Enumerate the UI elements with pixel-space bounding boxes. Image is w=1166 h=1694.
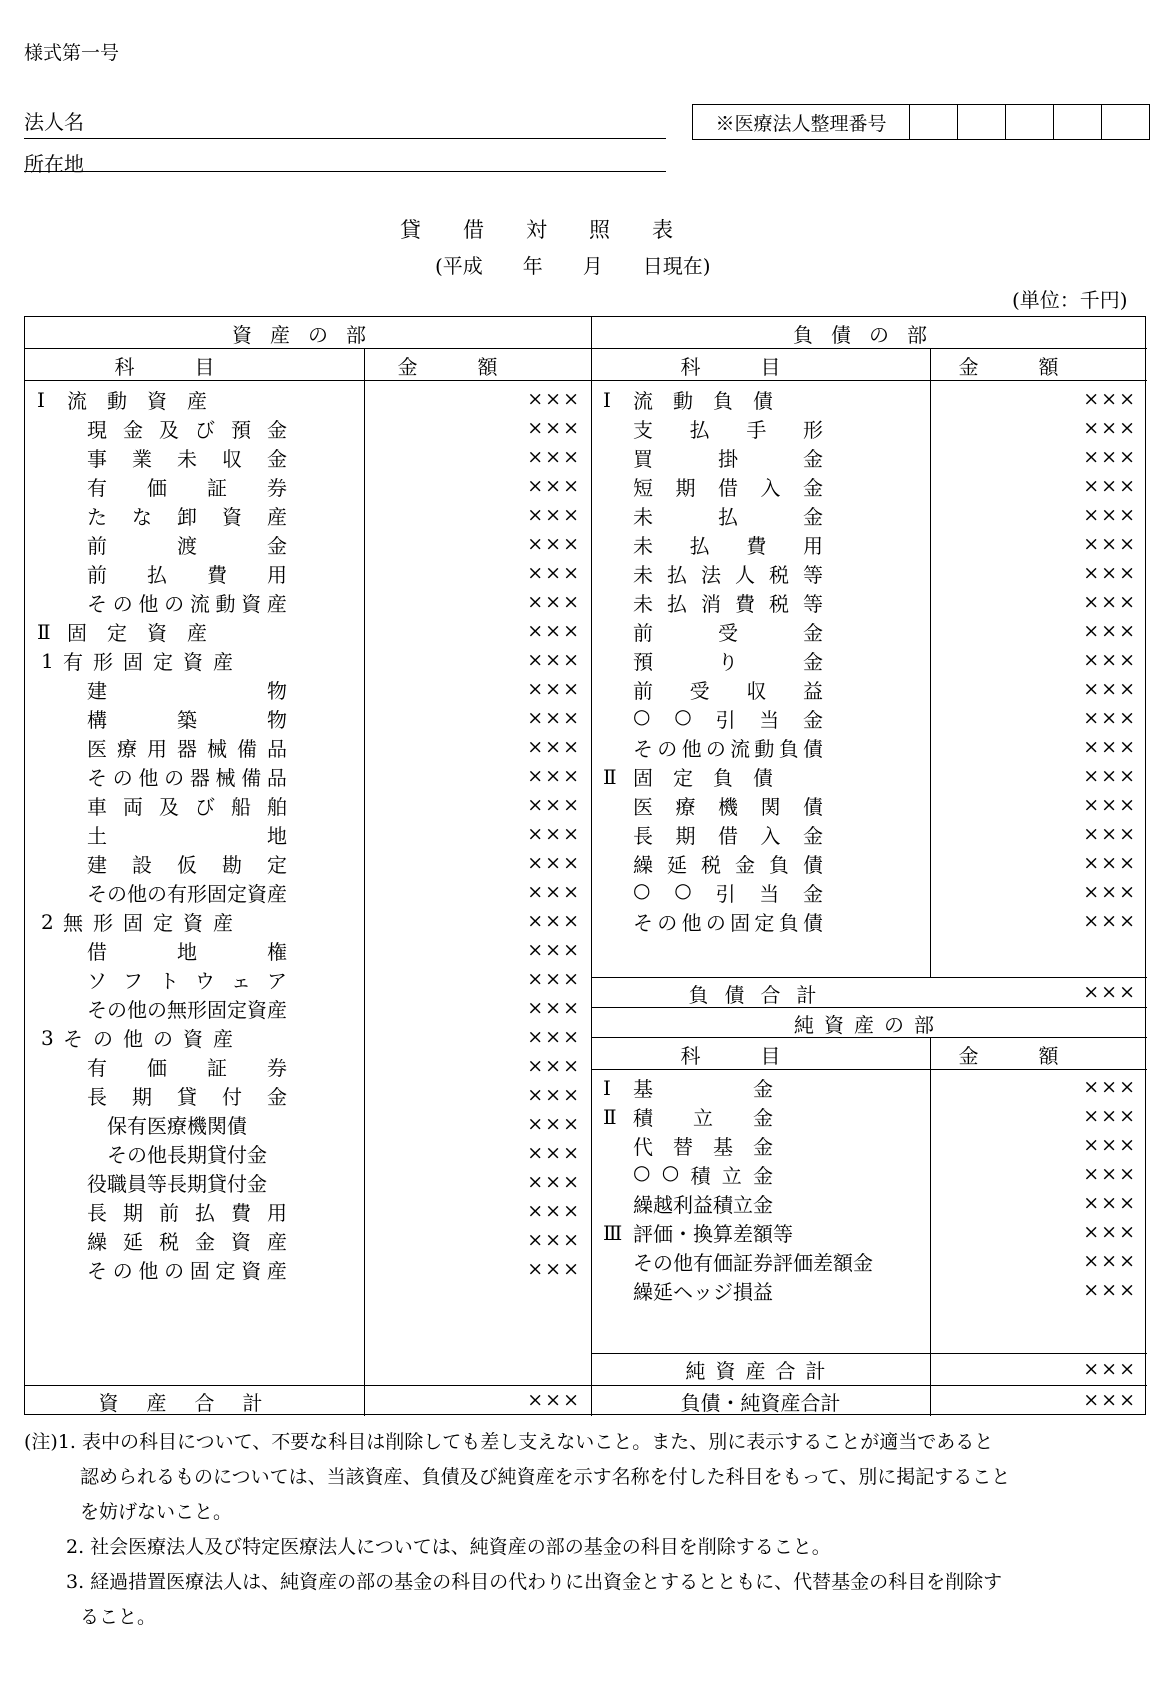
liabilities-total-value: ××× <box>1083 981 1137 1003</box>
liability-row <box>603 761 773 792</box>
asset-row-value: ××× <box>527 591 581 613</box>
asset-row-value: ××× <box>527 823 581 845</box>
net-asset-row-mark: Ⅱ <box>603 1104 617 1129</box>
note-line: ること。 <box>80 1606 157 1628</box>
asset-row-value: ××× <box>527 504 581 526</box>
asset-row <box>37 442 287 473</box>
liability-row-label: 未 払 消 費 税 等 <box>633 592 823 616</box>
net-asset-row-mark: Ⅰ <box>603 1075 611 1100</box>
asset-row-value: ××× <box>527 997 581 1019</box>
asset-row-label: 有 価 証 券 <box>87 476 287 500</box>
liability-row-value: ××× <box>1083 388 1137 410</box>
liability-row-value: ××× <box>1083 794 1137 816</box>
asset-row <box>37 384 207 415</box>
asset-row-label: 医 療 用 器 械 備 品 <box>87 737 287 761</box>
asset-row <box>37 616 207 647</box>
asset-row-label: その他の有形固定資産 <box>87 882 287 906</box>
unit-label: (単位：千円) <box>1012 288 1128 312</box>
liabilities-col-amount: 金額 <box>958 355 1119 379</box>
liability-row-value: ××× <box>1083 591 1137 613</box>
liability-row <box>603 500 823 531</box>
asset-row <box>37 964 287 995</box>
liability-row-value: ××× <box>1083 446 1137 468</box>
asset-row-value: ××× <box>527 562 581 584</box>
asset-row-value: ××× <box>527 417 581 439</box>
asset-row <box>37 1254 287 1285</box>
asset-row-label: 土 地 <box>87 824 287 848</box>
assets-total-value: ××× <box>527 1389 581 1411</box>
liability-row-label: ○ ○ 引 当 金 <box>633 878 823 906</box>
liability-row <box>603 384 773 415</box>
net-assets-section-header: 純資産の部 <box>794 1013 944 1037</box>
asset-row-value: ××× <box>527 1229 581 1251</box>
net-asset-row-value: ××× <box>1083 1250 1137 1272</box>
net-asset-row <box>603 1130 773 1161</box>
asset-row <box>37 1080 287 1111</box>
liability-row <box>603 732 823 763</box>
asset-row-label: 流 動 資 産 <box>67 389 207 413</box>
asset-row <box>37 1138 267 1169</box>
grand-total-label: 負債・純資産合計 <box>680 1391 841 1415</box>
asset-row-value: ××× <box>527 736 581 758</box>
asset-row <box>41 1022 233 1053</box>
asset-row-value: ××× <box>527 533 581 555</box>
asset-row-label: ソ フ ト ウ ェ ア <box>87 969 287 993</box>
registry-digit-cell[interactable] <box>1054 105 1102 139</box>
asset-row <box>41 645 233 676</box>
liability-row <box>603 529 823 560</box>
liability-row <box>603 848 823 879</box>
assets-col-amount: 金額 <box>397 355 558 379</box>
net-asset-row-value: ××× <box>1083 1076 1137 1098</box>
liability-row-label: 支 払 手 形 <box>633 418 823 442</box>
liability-row <box>603 616 823 647</box>
asset-row-value: ××× <box>527 765 581 787</box>
grand-total-value: ××× <box>1083 1389 1137 1411</box>
net-assets-total-label: 純資産合計 <box>685 1359 836 1383</box>
asset-row-label: そ の 他 の 流 動 資 産 <box>87 592 287 616</box>
asset-row-label: そ の 他 の 資 産 <box>63 1027 233 1051</box>
net-asset-row-value: ××× <box>1083 1192 1137 1214</box>
asset-row-label: 構 築 物 <box>87 708 287 732</box>
asset-row <box>37 1051 287 1082</box>
net-asset-row <box>603 1188 773 1219</box>
liability-row-label: 前 受 金 <box>633 621 823 645</box>
asset-row-label: 長 期 前 払 費 用 <box>87 1201 287 1225</box>
liability-row-label: 未 払 費 用 <box>633 534 823 558</box>
asset-row-label: 前 払 費 用 <box>87 563 287 587</box>
asset-row-label: 長 期 貸 付 金 <box>87 1085 287 1109</box>
asset-row-label: 無 形 固 定 資 産 <box>63 911 233 935</box>
net-assets-col-amount: 金額 <box>958 1044 1119 1068</box>
liability-row <box>603 558 823 589</box>
asset-row-value: ××× <box>527 707 581 729</box>
liability-row <box>603 790 823 821</box>
liability-row-label: 流 動 負 債 <box>633 389 773 413</box>
net-assets-total-value: ××× <box>1083 1358 1137 1380</box>
asset-row-label: 有 価 証 券 <box>87 1056 287 1080</box>
asset-row <box>37 819 287 850</box>
registry-digit-cell[interactable] <box>1102 105 1149 139</box>
asset-row-label: 建 物 <box>87 679 287 703</box>
net-asset-row-value: ××× <box>1083 1163 1137 1185</box>
asset-row-label: 事 業 未 収 金 <box>87 447 287 471</box>
address-line[interactable] <box>24 171 666 172</box>
liability-row-value: ××× <box>1083 881 1137 903</box>
asset-row-label: 借 地 権 <box>87 940 287 964</box>
asset-row <box>37 877 287 908</box>
registry-digit-cell[interactable] <box>1006 105 1054 139</box>
asset-row-label: 前 渡 金 <box>87 534 287 558</box>
net-asset-row-value: ××× <box>1083 1221 1137 1243</box>
asset-row-value: ××× <box>527 1142 581 1164</box>
asset-row <box>37 732 287 763</box>
liability-row-value: ××× <box>1083 707 1137 729</box>
asset-row <box>37 935 287 966</box>
asset-row-value: ××× <box>527 1258 581 1280</box>
registry-digit-cell[interactable] <box>958 105 1006 139</box>
asset-row <box>37 1225 287 1256</box>
asset-row-label: 役職員等長期貸付金 <box>87 1172 267 1196</box>
liability-row <box>603 413 823 444</box>
asset-row-mark: Ⅰ <box>37 387 45 412</box>
asset-row <box>37 993 287 1024</box>
asset-row <box>37 1109 247 1140</box>
liability-row-label: 未 払 法 人 税 等 <box>633 563 823 587</box>
asset-row-value: ××× <box>527 1055 581 1077</box>
asset-row-mark: 1 <box>41 648 54 673</box>
liability-row <box>603 877 823 908</box>
asset-row <box>37 413 287 444</box>
liability-row-value: ××× <box>1083 504 1137 526</box>
asset-row <box>37 471 287 502</box>
net-asset-row <box>603 1159 773 1190</box>
asset-row-mark: 2 <box>41 909 54 934</box>
liability-row-value: ××× <box>1083 649 1137 671</box>
asset-row <box>37 761 287 792</box>
net-asset-row-value: ××× <box>1083 1134 1137 1156</box>
liability-row <box>603 587 823 618</box>
asset-row-value: ××× <box>527 678 581 700</box>
liability-row-value: ××× <box>1083 736 1137 758</box>
asset-row <box>37 587 287 618</box>
liability-row-label: 繰 延 税 金 負 債 <box>633 853 823 877</box>
liability-row-label: そ の 他 の 固 定 負 債 <box>633 911 823 935</box>
date-line: (平成 年 月 日現在) <box>435 254 711 278</box>
corp-name-line[interactable] <box>24 138 666 139</box>
liability-row-label: 預 り 金 <box>633 650 823 674</box>
asset-row-value: ××× <box>527 852 581 874</box>
asset-row-label: その他長期貸付金 <box>107 1143 267 1167</box>
liability-row-value: ××× <box>1083 678 1137 700</box>
assets-total-label: 資産合計 <box>98 1391 291 1415</box>
net-asset-row-label: 代 替 基 金 <box>633 1135 773 1159</box>
registry-number-box <box>692 104 1150 140</box>
liability-row-label: 未 払 金 <box>633 505 823 529</box>
asset-row-value: ××× <box>527 1113 581 1135</box>
liability-row-value: ××× <box>1083 823 1137 845</box>
liability-row-value: ××× <box>1083 475 1137 497</box>
liability-row-mark: Ⅰ <box>603 387 611 412</box>
net-asset-row-mark: Ⅲ <box>603 1220 623 1245</box>
registry-number-label: ※医療法人整理番号 <box>693 105 910 139</box>
net-asset-row-label: 基 金 <box>633 1077 773 1101</box>
asset-row-label: そ の 他 の 固 定 資 産 <box>87 1259 287 1283</box>
address-label: 所在地 <box>24 152 84 176</box>
asset-row-label: 現 金 及 び 預 金 <box>87 418 287 442</box>
note-line: を妨げないこと。 <box>80 1501 233 1523</box>
asset-row-label: 車 両 及 び 船 舶 <box>87 795 287 819</box>
net-asset-row-label: ○ ○ 積 立 金 <box>633 1160 773 1188</box>
asset-row <box>37 848 287 879</box>
asset-row-value: ××× <box>527 1084 581 1106</box>
asset-row-value: ××× <box>527 968 581 990</box>
asset-row-value: ××× <box>527 649 581 671</box>
asset-row-label: 保有医療機関債 <box>107 1114 247 1138</box>
liability-row-label: 短 期 借 入 金 <box>633 476 823 500</box>
net-asset-row <box>603 1246 873 1277</box>
liabilities-total-label: 負債合計 <box>688 983 833 1007</box>
asset-row <box>37 529 287 560</box>
asset-row <box>37 703 287 734</box>
liability-row-value: ××× <box>1083 910 1137 932</box>
asset-row <box>41 906 233 937</box>
asset-row-label: 固 定 資 産 <box>67 621 207 645</box>
asset-row <box>37 1167 267 1198</box>
note-line: (注)1. 表中の科目について、不要な科目は削除しても差し支えないこと。また、別に表示することが適当であると <box>24 1431 994 1453</box>
net-asset-row <box>603 1101 773 1132</box>
liability-row-value: ××× <box>1083 562 1137 584</box>
form-number: 様式第一号 <box>24 42 120 64</box>
net-asset-row-label: 繰延ヘッジ損益 <box>633 1280 773 1304</box>
liability-row-label: 固 定 負 債 <box>633 766 773 790</box>
asset-row-value: ××× <box>527 446 581 468</box>
asset-row <box>37 558 287 589</box>
asset-row-label: 建 設 仮 勘 定 <box>87 853 287 877</box>
liability-row-mark: Ⅱ <box>603 764 617 789</box>
note-line: 2. 社会医療法人及び特定医療法人については、純資産の部の基金の科目を削除すること。 <box>66 1536 831 1558</box>
liability-row <box>603 442 823 473</box>
net-asset-row-value: ××× <box>1083 1105 1137 1127</box>
net-asset-row-label: 繰越利益積立金 <box>633 1193 773 1217</box>
asset-row-value: ××× <box>527 939 581 961</box>
liability-row-label: 医 療 機 関 債 <box>633 795 823 819</box>
asset-row-value: ××× <box>527 620 581 642</box>
liability-row-label: そ の 他 の 流 動 負 債 <box>633 737 823 761</box>
liability-row-value: ××× <box>1083 533 1137 555</box>
asset-row <box>37 1196 287 1227</box>
asset-row-label: そ の 他 の 器 械 備 品 <box>87 766 287 790</box>
liability-row <box>603 674 823 705</box>
assets-section-header: 資産の部 <box>232 323 384 347</box>
net-asset-row-label: その他有価証券評価差額金 <box>633 1251 873 1275</box>
balance-sheet-table <box>24 316 1146 1415</box>
liability-row <box>603 819 823 850</box>
asset-row-label: 有 形 固 定 資 産 <box>63 650 233 674</box>
liability-row-label: 長 期 借 入 金 <box>633 824 823 848</box>
net-assets-col-item: 科目 <box>680 1044 841 1068</box>
liability-row <box>603 906 823 937</box>
corp-name-label: 法人名 <box>24 110 84 134</box>
note-line: 3. 経過措置医療法人は、純資産の部の基金の科目の代わりに出資金とするとともに、代替基金の科目を削除す <box>66 1571 1003 1593</box>
liability-row-value: ××× <box>1083 765 1137 787</box>
asset-row-label: た な 卸 資 産 <box>87 505 287 529</box>
document-title: 貸借対照表 <box>400 218 715 242</box>
liability-row-value: ××× <box>1083 852 1137 874</box>
liability-row-label: 買 掛 金 <box>633 447 823 471</box>
net-asset-row <box>603 1072 773 1103</box>
asset-row-label: その他の無形固定資産 <box>87 998 287 1022</box>
liability-row <box>603 703 823 734</box>
asset-row <box>37 790 287 821</box>
asset-row-label: 繰 延 税 金 資 産 <box>87 1230 287 1254</box>
net-asset-row-label: 評価・換算差額等 <box>633 1222 793 1246</box>
asset-row-mark: Ⅱ <box>37 619 51 644</box>
registry-digit-cell[interactable] <box>910 105 958 139</box>
liabilities-section-header: 負債の部 <box>793 323 945 347</box>
asset-row-value: ××× <box>527 881 581 903</box>
liability-row-label: 前 受 収 益 <box>633 679 823 703</box>
asset-row-value: ××× <box>527 794 581 816</box>
note-line: 認められるものについては、当該資産、負債及び純資産を示す名称を付した科目をもって、別に掲記すること <box>80 1466 1011 1488</box>
asset-row-value: ××× <box>527 388 581 410</box>
asset-row <box>37 674 287 705</box>
net-asset-row <box>603 1217 793 1248</box>
asset-row-value: ××× <box>527 1171 581 1193</box>
asset-row <box>37 500 287 531</box>
liability-row-value: ××× <box>1083 620 1137 642</box>
liability-row <box>603 645 823 676</box>
net-asset-row <box>603 1275 773 1306</box>
asset-row-value: ××× <box>527 910 581 932</box>
liabilities-col-item: 科目 <box>680 355 841 379</box>
liability-row-label: ○ ○ 引 当 金 <box>633 704 823 732</box>
asset-row-value: ××× <box>527 475 581 497</box>
net-asset-row-value: ××× <box>1083 1279 1137 1301</box>
net-asset-row-label: 積 立 金 <box>633 1106 773 1130</box>
liability-row <box>603 471 823 502</box>
liability-row-value: ××× <box>1083 417 1137 439</box>
asset-row-mark: 3 <box>41 1025 54 1050</box>
asset-row-value: ××× <box>527 1200 581 1222</box>
asset-row-value: ××× <box>527 1026 581 1048</box>
assets-col-item: 科目 <box>114 355 275 379</box>
